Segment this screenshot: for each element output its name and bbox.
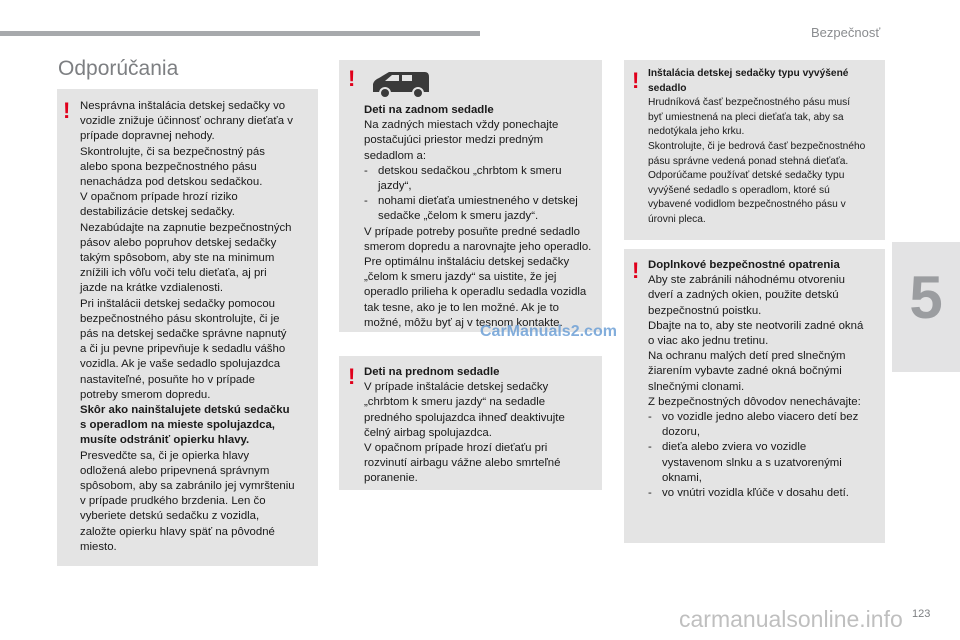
text-line: vozidla. Ak je vaše sedadlo spolujazdca: [80, 358, 281, 371]
text-line: žiarením vybavte zadné okná bočnými: [648, 365, 842, 378]
text-line: možné, môžu byť aj v tesnom kontakte.: [364, 316, 563, 329]
text-line: tak tesne, ako je to len možné. Ak je to: [364, 301, 560, 314]
text-line: sedadlo: [648, 82, 687, 94]
rear-seat-text: [364, 103, 600, 331]
bullet-dash: -: [648, 441, 652, 454]
text-line: jazde na krátke vzdialenosti.: [80, 282, 224, 295]
text-line: pásu správne vedená ponad stehná dieťaťa.: [648, 155, 849, 167]
extra-safety-text: [648, 258, 884, 501]
text-line: „chrbtom k smeru jazdy“ na sedadle: [364, 396, 546, 409]
text-line: Z bezpečnostných dôvodov nenechávajte:: [648, 395, 861, 408]
bullet-dash: -: [364, 195, 368, 208]
text-line: Inštalácia detskej sedačky typu vyvýšené: [648, 68, 849, 79]
page-number: 123: [912, 608, 931, 620]
text-line: Hrudníková časť bezpečnostného pásu musí: [648, 97, 851, 109]
text-line: Skontrolujte, či je bedrová časť bezpečnostného: [648, 140, 866, 152]
bullet-item: [648, 440, 884, 486]
text-line: Presvedčte sa, či je opierka hlavy: [80, 449, 250, 462]
bullet-text: nohami dieťaťa umiestneného v detskej: [378, 195, 578, 208]
front-seat-title: Deti na prednom sedadle: [364, 366, 500, 378]
bullet-text: dieťa alebo zviera vo vozidle: [662, 441, 807, 454]
text-line: pásov alebo popruhov detskej sedačky: [80, 236, 277, 249]
text-line: čelný airbag spolujazdca.: [364, 426, 492, 439]
text-line: bezpečnostnú poistku.: [648, 304, 762, 317]
bullet-item: [364, 194, 600, 224]
warning-icon: !: [632, 258, 640, 283]
chapter-number: 5: [909, 264, 943, 331]
text-line: nenachádza pod detskou sedačkou.: [80, 176, 263, 189]
bullet-text: vo vnútri vozidla kľúče v dosahu detí.: [662, 487, 849, 500]
text-line: byť umiestnená na pleci dieťaťa tak, aby sa: [648, 111, 844, 123]
bullet-text: sedačke „čelom k smeru jazdy“.: [378, 210, 539, 223]
text-line: Nezabúdajte na zapnutie bezpečnostných: [80, 221, 292, 234]
bullet-dash: -: [648, 487, 652, 500]
text-line: postačujúci priestor medzi predným: [364, 134, 544, 147]
text-line: vybavené vodidlom bezpečnostného pásu v: [648, 199, 846, 211]
text-line: V opačnom prípade hrozí dieťaťu pri: [364, 442, 548, 455]
text-line: takým spôsobom, aby ste na minimum: [80, 252, 275, 265]
text-line: Pri inštalácii detskej sedačky pomocou: [80, 297, 275, 310]
text-line: V opačnom prípade hrozí riziko: [80, 191, 238, 204]
text-line: nastaviteľné, posuňte ho v prípade: [80, 373, 255, 386]
bullet-text: vystavenom slnku a s uzatvorenými: [662, 456, 842, 469]
bullet-text: vo vozidle jedno alebo viacero detí bez: [662, 411, 859, 424]
text-line: pás na detskej sedačke správne napnutý: [80, 328, 287, 341]
text-line: predného spolujazdca ihneď deaktivujte: [364, 411, 565, 424]
warning-icon: !: [348, 364, 356, 389]
bullet-text: detskou sedačkou „chrbtom k smeru: [378, 164, 562, 177]
text-line: a či ju pevne pripevňuje k sedadlu vášho: [80, 343, 286, 356]
text-line: alebo spona bezpečnostného pásu: [80, 160, 257, 173]
watermark-carmanuals[interactable]: CarManuals2.com: [480, 323, 617, 340]
text-line: s operadlom na mieste spolujazdca,: [80, 419, 275, 432]
text-line: Nesprávna inštalácia detskej sedačky vo: [80, 100, 286, 112]
text-line: odložená alebo pripevnená správnym: [80, 464, 270, 477]
warning-icon: !: [348, 66, 356, 91]
booster-seat-text: [648, 67, 884, 228]
text-line: znížili ich vôľu voči telu dieťaťa, aj pri: [80, 267, 267, 280]
text-line: Skontrolujte, či sa bezpečnostný pás: [80, 145, 265, 158]
bullet-text: jazdy“,: [378, 180, 412, 193]
bullet-text: dozoru,: [662, 426, 700, 439]
page-title: Odporúčania: [58, 57, 179, 80]
text-line: potreby smerom dopredu.: [80, 388, 211, 401]
bullet-dash: -: [364, 164, 368, 177]
text-line: V prípade inštalácie detskej sedačky: [364, 381, 549, 394]
bullet-dash: -: [648, 411, 652, 424]
section-label: Bezpečnosť: [811, 25, 881, 40]
text-line: prípade dopravnej nehody.: [80, 130, 215, 143]
text-line: smerom dopredu a narovnajte jeho operadlo.: [364, 240, 592, 253]
warning-icon: !: [632, 68, 640, 93]
text-line: Dbajte na to, aby ste neotvorili zadné okná: [648, 319, 864, 332]
text-line: miesto.: [80, 540, 117, 553]
watermark-site[interactable]: carmanualsonline.info: [679, 606, 903, 632]
text-line: rozvinutí airbagu vážne alebo smrteľné: [364, 457, 561, 470]
text-line: Na ochranu malých detí pred slnečným: [648, 350, 846, 363]
text-line: musíte odstrániť opierku hlavy.: [80, 434, 250, 447]
text-line: dverí a zadných okien, použite detskú: [648, 289, 839, 302]
text-line: o viac ako jednu tretinu.: [648, 335, 769, 348]
rear-seat-title: Deti na zadnom sedadle: [364, 104, 494, 116]
warning-icon: !: [63, 98, 71, 123]
bullet-item: [364, 164, 600, 194]
car-icon: [369, 68, 433, 100]
bullet-text: oknami,: [662, 471, 702, 484]
bullet-item: [648, 486, 884, 501]
front-seat-text: [364, 365, 600, 487]
text-line: slnečnými clonami.: [648, 380, 745, 393]
text-line: V prípade potreby posuňte predné sedadlo: [364, 225, 580, 238]
text-line: poranenie.: [364, 472, 418, 485]
text-line: Na zadných miestach vždy ponechajte: [364, 119, 559, 132]
text-line: v prípade prudkého brzdenia. Len čo: [80, 495, 266, 508]
chapter-tab: [892, 242, 960, 372]
text-line: bezpečnostného pásu skontrolujte, či je: [80, 312, 280, 325]
text-line: vyvýšené sedadlo s operadlom, ktoré sú: [648, 184, 830, 196]
extra-safety-title: Doplnkové bezpečnostné opatrenia: [648, 259, 840, 271]
text-line: vozidle znižuje účinnosť ochrany dieťaťa v: [80, 115, 293, 128]
text-line: založte opierku hlavy späť na pôvodné: [80, 525, 275, 538]
text-line: operadlo prilieha k operadlu sedadla vozidla: [364, 286, 587, 299]
text-line: vyberiete detskú sedačku z vozidla,: [80, 510, 260, 523]
text-line: Odporúčame používať detské sedačky typu: [648, 170, 845, 182]
text-line: Aby ste zabránili náhodnému otvoreniu: [648, 274, 845, 287]
bullet-item: [648, 410, 884, 440]
text-line: destabilizácie detskej sedačky.: [80, 206, 235, 219]
text-line: sedadlom a:: [364, 149, 427, 162]
text-line: spôsobom, aby sa zabránilo jej vymršteniu: [80, 480, 295, 493]
text-line: Skôr ako nainštalujete detskú sedačku: [80, 404, 290, 417]
header-accent-bar: [0, 31, 480, 36]
left-box-text: [80, 99, 315, 555]
text-line: nedotýkala jeho krku.: [648, 126, 745, 138]
text-line: Pre optimálnu inštaláciu detskej sedačky: [364, 256, 570, 269]
text-line: úrovni pleca.: [648, 213, 706, 225]
text-line: „čelom k smeru jazdy“ sa uistite, že jej: [364, 271, 557, 284]
